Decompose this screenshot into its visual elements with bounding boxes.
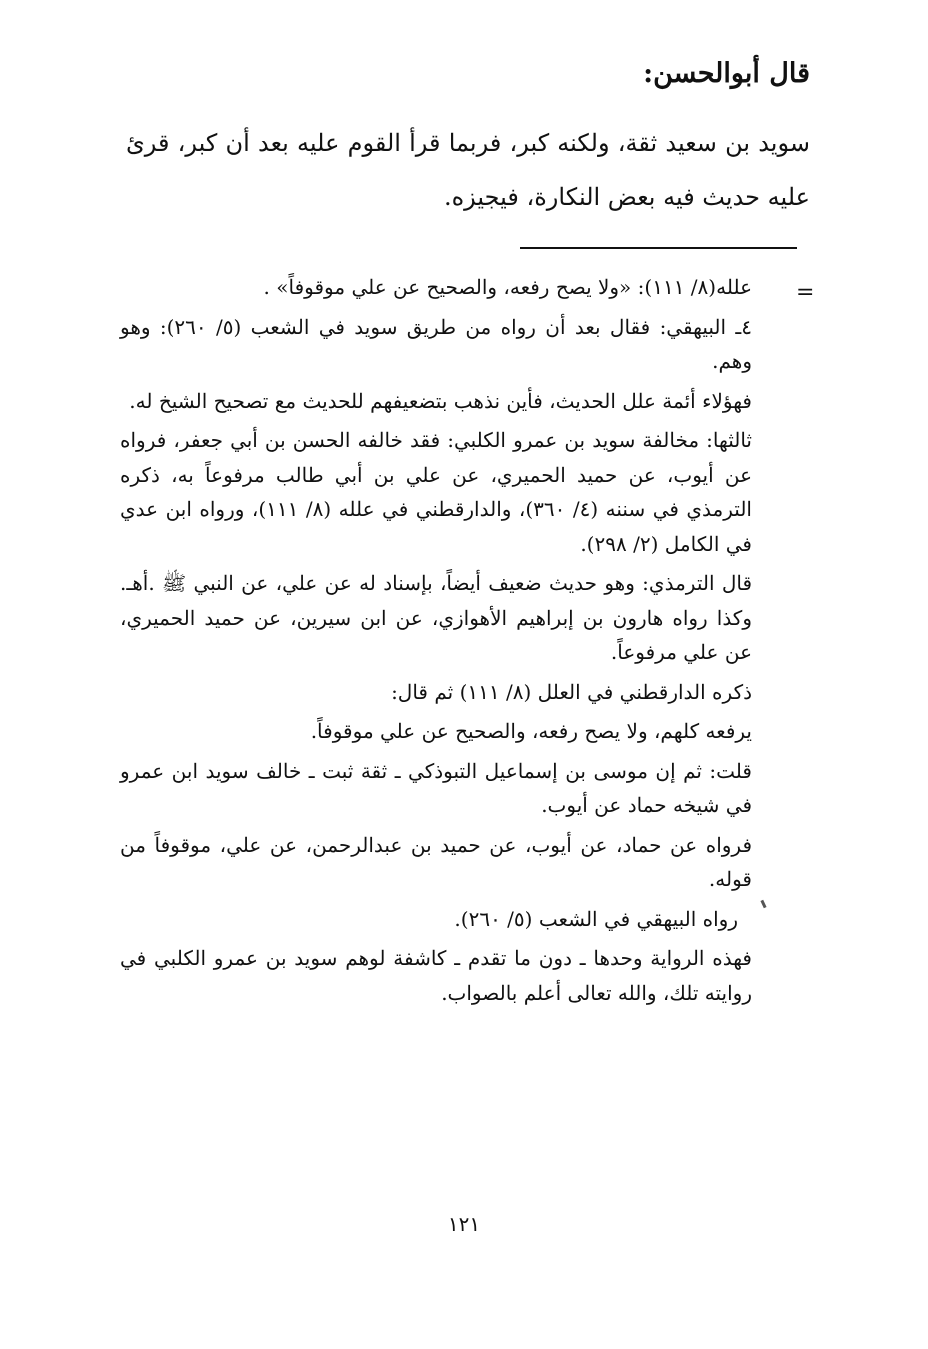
scan-mark bbox=[760, 900, 766, 909]
page-number: ١٢١ bbox=[447, 1212, 481, 1236]
footnote-paragraph: علله(٨/ ١١١): «ولا يصح رفعه، والصحيح عن علي موقوفاً» . bbox=[263, 275, 752, 299]
footnote-paragraph: فهؤلاء أئمة علل الحديث، فأين نذهب بتضعيفهم للحديث مع تصحيح الشيخ له. bbox=[129, 388, 752, 413]
footnote-paragraph: فهذه الرواية وحدها ـ دون ما تقدم ـ كاشفة لوهم سويد بن عمرو الكلبي في روايته تلك، والله تعالى أعلم بالصواب. bbox=[120, 946, 752, 1005]
footnote-paragraph: يرفعه كلهم، ولا يصح رفعه، والصحيح عن علي موقوفاً. bbox=[310, 719, 752, 743]
footnote-paragraph: قال الترمذي: وهو حديث ضعيف أيضاً، بإسناد له عن علي، عن النبي ﷺ .أهـ. وكذا رواه هارون بن إبراهيم الأهوازي، عن ابن سيرين، عن حميد الحميري، عن علي مرفوعاً. bbox=[120, 571, 752, 664]
footnote-paragraph: ثالثها: مخالفة سويد بن عمرو الكلبي: فقد خالفه الحسن بن أبي جعفر، فرواه عن أيوب، عن حميد الحميري، عن علي بن أبي طالب مرفوعاً به، ذكره الترمذي في سننه (٤/ ٣٦٠)، والدارقطني في علله (٨/ ١١١)، ورواه ابن عدي في الكامل (٢/ ٢٩٨). bbox=[120, 428, 752, 556]
footnote-paragraph: ذكره الدارقطني في العلل (٨/ ١١١) ثم قال: bbox=[391, 679, 752, 704]
footnote-continuation-marker: = bbox=[796, 280, 815, 305]
footnote-paragraph: ٤ـ البيهقي: فقال بعد أن رواه من طريق سويد في الشعب (٥/ ٢٦٠): وهو وهم. bbox=[120, 314, 752, 373]
main-paragraph: سويد بن سعيد ثقة، ولكنه كبر، فربما قرأ القوم عليه بعد أن كبر، قرئ عليه حديث فيه بعض النكارة، فيجيزه. bbox=[126, 129, 810, 211]
footnote-paragraph: فرواه عن حماد، عن أيوب، عن حميد بن عبدالرحمن، عن علي، موقوفاً من قوله. bbox=[120, 832, 752, 891]
section-heading: قال أبوالحسن: bbox=[643, 58, 810, 89]
footnote-separator-line bbox=[520, 247, 797, 249]
footnotes-section bbox=[120, 270, 752, 1015]
footnote-paragraph: قلت: ثم إن موسى بن إسماعيل التبوذكي ـ ثقة ثبت ـ خالف سويد ابن عمرو في شيخه حماد عن أيوب. bbox=[120, 758, 752, 817]
footnote-paragraph: رواه البيهقي في الشعب (٥/ ٢٦٠). bbox=[454, 906, 738, 931]
